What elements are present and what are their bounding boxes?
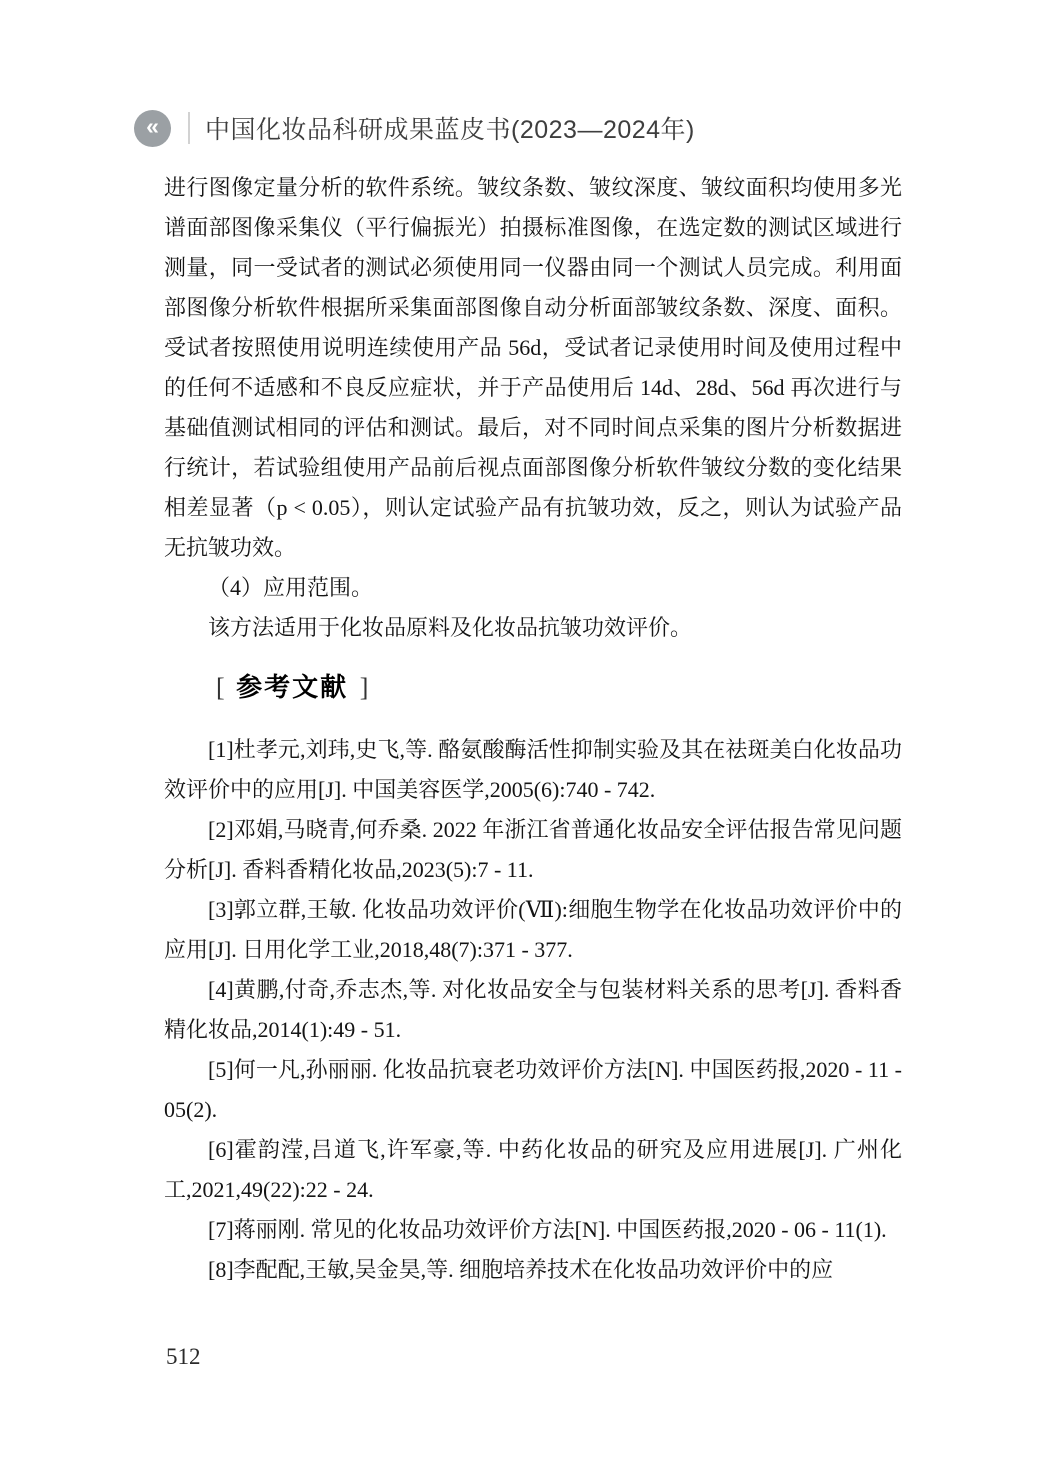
reference-item: [4]黄鹏,付奇,乔志杰,等. 对化妆品安全与包装材料关系的思考[J]. 香料香精化妆品,2014(1):49 - 51. (164, 977, 902, 1042)
page-number: 512 (166, 1344, 201, 1369)
references-heading (164, 666, 902, 710)
references-heading-label: 参考文献 (236, 673, 349, 702)
reference-item: [6]霍韵滢,吕道飞,许军豪,等. 中药化妆品的研究及应用进展[J]. 广州化工,2021,49(22):22 - 24. (164, 1137, 902, 1202)
reference-item: [7]蒋丽刚. 常见的化妆品功效评价方法[N]. 中国医药报,2020 - 06 - 11(1). (208, 1217, 887, 1242)
reference-item: [1]杜孝元,刘玮,史飞,等. 酪氨酸酶活性抑制实验及其在祛斑美白化妆品功效评价中的应用[J]. 中国美容医学,2005(6):740 - 742. (164, 737, 902, 802)
reference-item: [8]李配配,王敏,吴金昊,等. 细胞培养技术在化妆品功效评价中的应 (208, 1257, 834, 1282)
reference-item: [2]邓娟,马晓青,何乔桑. 2022 年浙江省普通化妆品安全评估报告常见问题分析[J]. 香料香精化妆品,2023(5):7 - 11. (164, 817, 902, 882)
body-paragraph-scope-heading: （4）应用范围。 (208, 575, 374, 600)
references-heading-open-bracket: [ (216, 673, 225, 702)
reference-item: [5]何一凡,孙丽丽. 化妆品抗衰老功效评价方法[N]. 中国医药报,2020 - 11 - 05(2). (164, 1057, 902, 1122)
reference-item: [3]郭立群,王敏. 化妆品功效评价(Ⅶ):细胞生物学在化妆品功效评价中的应用[J]. 日用化学工业,2018,48(7):371 - 377. (164, 897, 902, 962)
book-title: 中国化妆品科研成果蓝皮书(2023—2024年) (205, 116, 695, 144)
references-heading-close-bracket: ] (359, 673, 369, 702)
body-paragraph-continuation: 进行图像定量分析的软件系统。皱纹条数、皱纹深度、皱纹面积均使用多光谱面部图像采集仪（平行偏振光）拍摄标准图像，在选定数的测试区域进行测量，同一受试者的测试必须使用同一仪器由同一个测试人员完成。利用面部图像分析软件根据所采集面部图像自动分析面部皱纹条数、深度、面积。受试者按照使用说明连续使用产品 56d，受试者记录使用时间及使用过程中的任何不适感和不良反应症状，并于产品使用后 14d、28d、56d 再次进行与基础值测试相同的评估和测试。最后，对不同时间点采集的图片分析数据进行统计，若试验组使用产品前后视点面部图像分析软件皱纹分数的变化结果相差显著（p < 0.05），则认定试验产品有抗皱功效，反之，则认为试验产品无抗皱功效。 (164, 175, 902, 560)
chevron-double-left-icon: « (146, 112, 159, 139)
page-content (164, 168, 902, 1290)
page-header (134, 108, 695, 148)
back-button[interactable] (134, 110, 171, 147)
header-divider (188, 112, 190, 144)
body-paragraph-scope-text: 该方法适用于化妆品原料及化妆品抗皱功效评价。 (208, 615, 693, 640)
